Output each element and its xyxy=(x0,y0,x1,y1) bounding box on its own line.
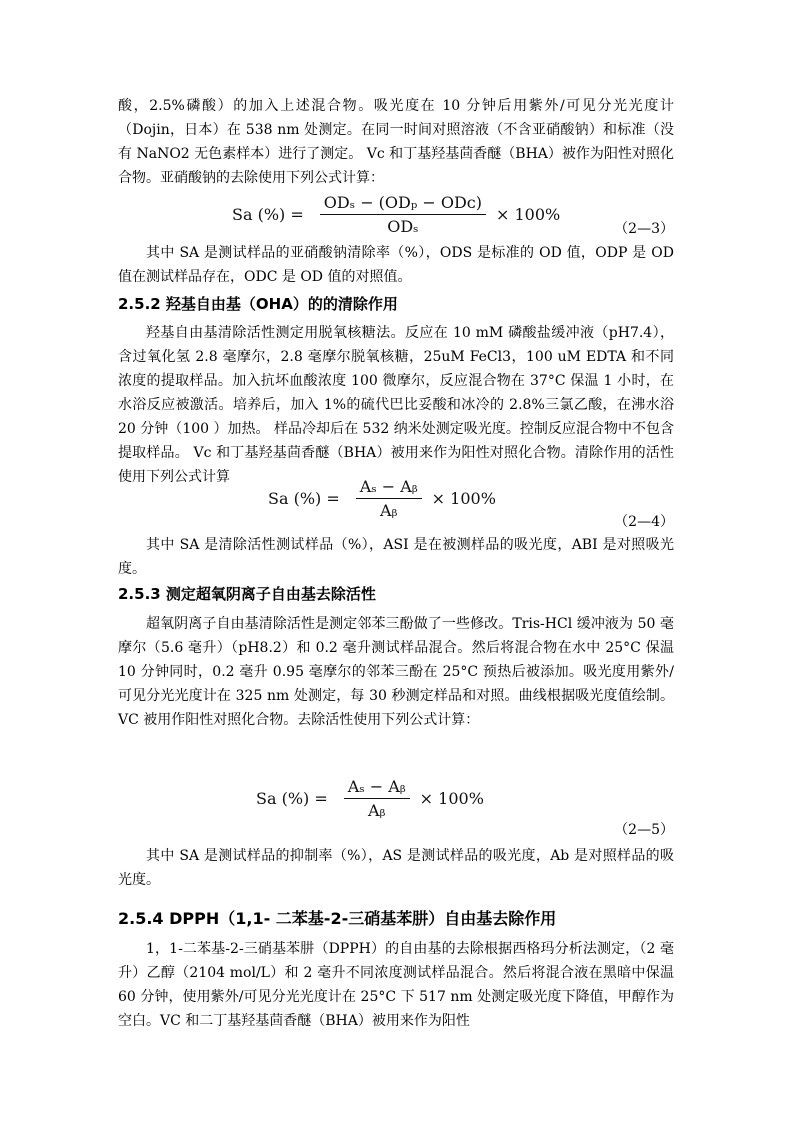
formula-denominator: Aᵦ xyxy=(368,801,386,820)
formula-lhs: Sa (%) = xyxy=(232,205,304,224)
section-heading-2-5-3: 2.5.3 测定超氧阴离子自由基去除活性 xyxy=(118,585,376,603)
formula-2-5 xyxy=(256,777,484,820)
formula-lhs: Sa (%) = xyxy=(256,789,328,808)
paragraph-nitrite-method: 酸，2.5%磷酸）的加入上述混合物。吸光度在 10 分钟后用紫外/可见分光光度计（Dojin，日本）在 538 nm 处测定。在同一时间对照溶液（不含亚硝酸钠）和标准（没有 NaNO2 无色素样本）进行了测定。 Vc 和丁基羟基茴香醚（BHA）被作为阳性对照化合物。亚硝酸钠的去除使用下列公式计算： xyxy=(118,98,674,186)
equation-number-2-3: （2—3） xyxy=(614,221,674,237)
paragraph-dpph-method: 1，1-二苯基-2-三硝基苯肼（DPPH）的自由基的去除根据西格玛分析法测定，（2 毫升）乙醇（2104 mol/L）和 2 毫升不同浓度测试样品混合。然后将混合液在黑暗中保温 60 分钟，使用紫外/可见分光光度计在 25°C 下 517 nm 处测定吸光度下降值，甲醇作为空白。VC 和二丁基羟基茴香醚（BHA）被用来作为阳性 xyxy=(118,941,674,1029)
formula-fraction xyxy=(344,777,410,820)
formula-2-3 xyxy=(232,193,560,236)
formula-numerator: Aₛ − Aᵦ xyxy=(344,777,410,799)
formula-fraction xyxy=(320,193,486,236)
formula-rhs: × 100% xyxy=(431,489,496,508)
paragraph-superoxide-method: 超氧阴离子自由基清除活性是测定邻苯三酚做了一些修改。Tris-HCl 缓冲液为 50 毫摩尔（5.6 毫升）（pH8.2）和 0.2 毫升测试样品混合。然后将混合物在水中 25°C 保温 10 分钟同时，0.2 毫升 0.95 毫摩尔的邻苯三酚在 25°C 预热后被添加。吸光度用紫外/可见分光光度计在 325 nm 处测定，每 30 秒测定样品和对照。曲线根据吸光度值绘制。 VC 被用作阳性对照化合物。去除活性使用下列公式计算： xyxy=(118,616,674,728)
paragraph-nitrite-explanation: 其中 SA 是测试样品的亚硝酸钠清除率（%），ODS 是标准的 OD 值，ODP 是 OD 值在测试样品存在，ODC 是 OD 值的对照值。 xyxy=(118,245,674,285)
section-heading-2-5-2: 2.5.2 羟基自由基（OHA）的的清除作用 xyxy=(118,295,398,313)
formula-lhs: Sa (%) = xyxy=(268,489,340,508)
formula-fraction xyxy=(356,477,422,520)
formula-rhs: × 100% xyxy=(419,789,484,808)
formula-numerator: Aₛ − Aᵦ xyxy=(356,477,422,499)
formula-2-4 xyxy=(268,477,496,520)
paragraph-hydroxyl-explanation: 其中 SA 是清除活性测试样品（%），ASI 是在被测样品的吸光度，ABI 是对照吸光度。 xyxy=(118,537,674,577)
formula-numerator: ODₛ − (ODₚ − ODᴄ) xyxy=(320,193,486,215)
equation-number-2-5: （2—5） xyxy=(614,822,674,838)
equation-number-2-4: （2—4） xyxy=(614,514,674,530)
formula-denominator: Aᵦ xyxy=(380,501,398,520)
formula-denominator: ODₛ xyxy=(387,217,419,236)
paragraph-hydroxyl-method: 羟基自由基清除活性测定用脱氧核糖法。反应在 10 mM 磷酸盐缓冲液（pH7.4），含过氧化氢 2.8 毫摩尔，2.8 毫摩尔脱氧核糖，25uM FeCl3，100 uM EDTA 和不同浓度的提取样品。加入抗坏血酸浓度 100 微摩尔，反应混合物在 37°C 保温 1 小时，在水浴反应被激活。培养后，加入 1%的硫代巴比妥酸和冰冷的 2.8%三氯乙酸，在沸水浴 20 分钟（100 ）加热。 样品冷却后在 532 纳米处测定吸光度。控制反应混合物中不包含提取样品。 Vc 和丁基羟基茴香醚（BHA）被用来作为阳性对照化合物。清除作用的活性使用下列公式计算 xyxy=(118,325,674,485)
section-heading-2-5-4: 2.5.4 DPPH（1,1- 二苯基-2-三硝基苯肼）自由基去除作用 xyxy=(118,909,557,928)
formula-rhs: × 100% xyxy=(496,205,561,224)
paragraph-superoxide-explanation: 其中 SA 是测试样品的抑制率（%），AS 是测试样品的吸光度，Ab 是对照样品的吸光度。 xyxy=(118,848,674,888)
